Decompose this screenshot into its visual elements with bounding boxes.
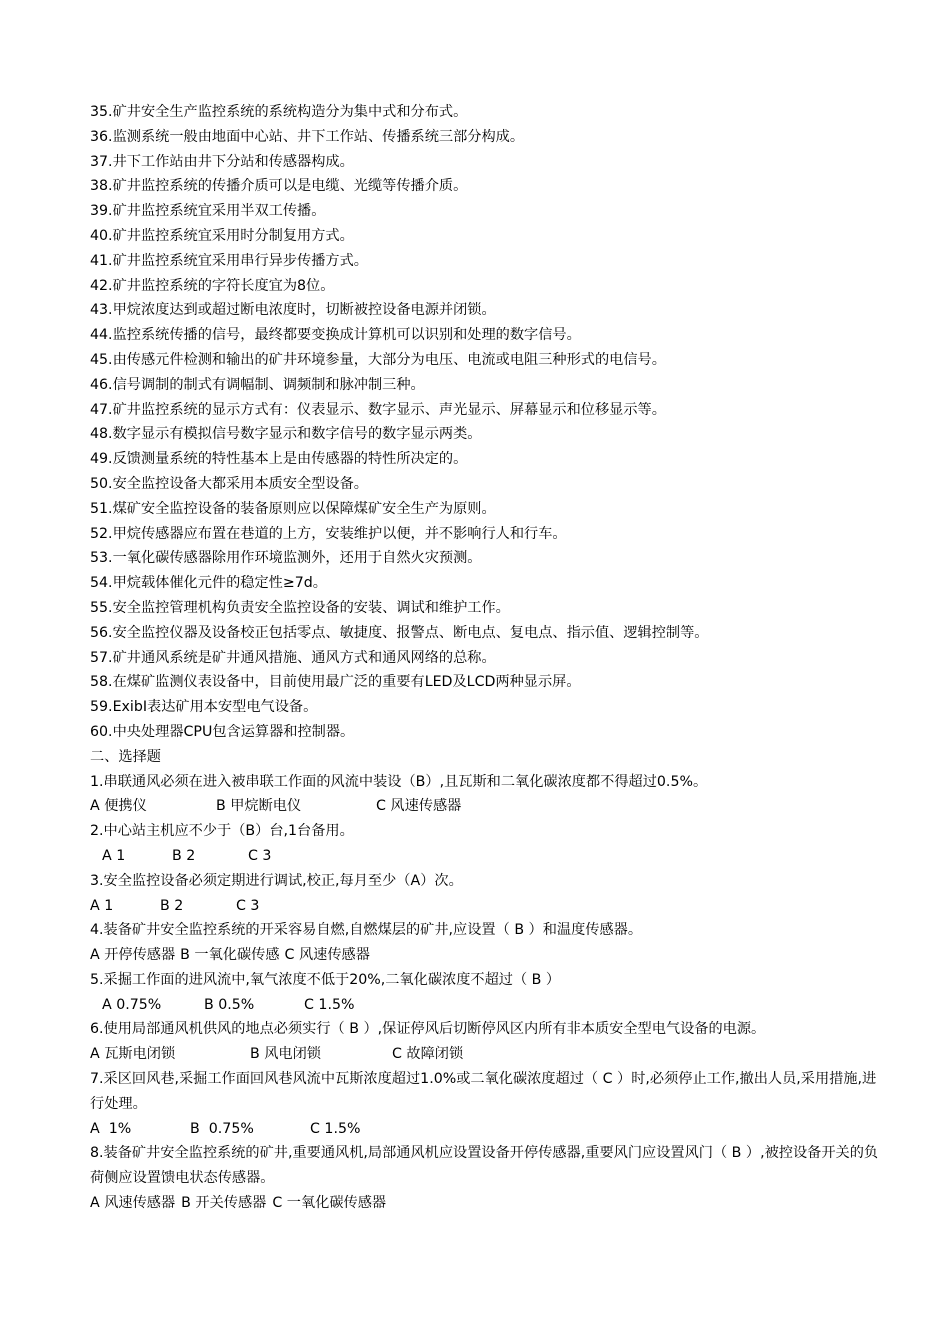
option-c: C 1.5% (304, 996, 355, 1013)
statement-46: 46.信号调制的制式有调幅制、调频制和脉冲制三种。 (90, 376, 425, 393)
options-5 (90, 993, 880, 1018)
statement-53: 53.一氧化碳传感器除用作环境监测外，还用于自然火灾预测。 (90, 550, 482, 567)
statement-52: 52.甲烷传感器应布置在巷道的上方，安装维护以便，并不影响行人和行车。 (90, 525, 567, 542)
option-c: C 3 (248, 847, 272, 864)
option-b: B 甲烷断电仪 (216, 798, 302, 815)
statement-37: 37.井下工作站由井下分站和传感器构成。 (90, 153, 354, 170)
option-a: A 便携仪 (90, 798, 147, 815)
option-a: A 1 (90, 897, 114, 914)
statement-43: 43.甲烷浓度达到或超过断电浓度时，切断被控设备电源并闭锁。 (90, 302, 496, 319)
options-1 (90, 794, 880, 819)
statement-51: 51.煤矿安全监控设备的装备原则应以保障煤矿安全生产为原则。 (90, 500, 496, 517)
options-2 (90, 844, 880, 869)
statement-56: 56.安全监控仪器及设备校正包括零点、敏捷度、报警点、断电点、复电点、指示值、逻辑控制等。 (90, 624, 709, 641)
question-7: 7.采区回风巷,采掘工作面回风巷风流中瓦斯浓度超过1.0%或二氧化碳浓度超过（ C ）时,必须停止工作,撤出人员,采用措施,进行处理。 (90, 1071, 877, 1112)
option-c: C 一氧化碳传感器 (272, 1195, 387, 1212)
option-c: C 风速传感器 (376, 798, 462, 815)
option-c: C 故障闭锁 (392, 1046, 464, 1063)
option-b: B 2 (172, 847, 196, 864)
option-c: C 风速传感器 (284, 947, 370, 964)
option-a: A 开停传感器 (90, 947, 176, 964)
statement-41: 41.矿井监控系统宜采用串行异步传播方式。 (90, 252, 368, 269)
option-b: B 开关传感器 (181, 1195, 267, 1212)
option-c: C 1.5% (310, 1120, 361, 1137)
options-6 (90, 1042, 880, 1067)
options-4 (90, 943, 880, 968)
options-3 (90, 894, 880, 919)
statement-60: 60.中央处理器CPU包含运算器和控制器。 (90, 723, 355, 740)
statement-39: 39.矿井监控系统宜采用半双工传播。 (90, 203, 326, 220)
statement-49: 49.反馈测量系统的特性基本上是由传感器的特性所决定的。 (90, 451, 468, 468)
options-7 (90, 1117, 880, 1142)
statement-47: 47.矿井监控系统的显示方式有：仪表显示、数字显示、声光显示、屏幕显示和位移显示等。 (90, 401, 666, 418)
options-8 (90, 1191, 880, 1216)
question-list (90, 770, 880, 1216)
statement-48: 48.数字显示有模拟信号数字显示和数字信号的数字显示两类。 (90, 426, 482, 443)
question-4: 4.装备矿井安全监控系统的开采容易自燃,自燃煤层的矿井,应设置（ B ）和温度传感器。 (90, 922, 643, 939)
option-b: B 2 (160, 897, 184, 914)
statement-50: 50.安全监控设备大都采用本质安全型设备。 (90, 475, 368, 492)
statement-44: 44.监控系统传播的信号，最终都要变换成计算机可以识别和处理的数字信号。 (90, 327, 581, 344)
statement-55: 55.安全监控管理机构负责安全监控设备的安装、调试和维护工作。 (90, 599, 510, 616)
statement-54: 54.甲烷载体催化元件的稳定性≥7d。 (90, 575, 327, 592)
question-1: 1.串联通风必须在进入被串联工作面的风流中装设（B）,且瓦斯和二氧化碳浓度都不得超过0.5%。 (90, 773, 708, 790)
question-8: 8.装备矿井安全监控系统的矿井,重要通风机,局部通风机应设置设备开停传感器,重要风门应设置风门（ B ）,被控设备开关的负荷侧应设置馈电状态传感器。 (90, 1145, 879, 1187)
statement-38: 38.矿井监控系统的传播介质可以是电缆、光缆等传播介质。 (90, 178, 468, 195)
question-5: 5.采掘工作面的进风流中,氧气浓度不低于20%,二氧化碳浓度不超过（ B ） (90, 971, 561, 988)
statement-list (90, 100, 880, 745)
statement-42: 42.矿井监控系统的字符长度宜为8位。 (90, 277, 335, 294)
question-3: 3.安全监控设备必须定期进行调试,校正,每月至少（A）次。 (90, 872, 463, 889)
statement-36: 36.监测系统一般由地面中心站、井下工作站、传播系统三部分构成。 (90, 128, 525, 145)
option-b: B 一氧化碳传感 (180, 947, 280, 964)
option-a: A 瓦斯电闭锁 (90, 1046, 176, 1063)
option-a: A 1% (90, 1120, 132, 1137)
section-title: 二、选择题 (90, 748, 161, 765)
statement-59: 59.ExibⅠ表达矿用本安型电气设备。 (90, 699, 318, 716)
statement-35: 35.矿井安全生产监控系统的系统构造分为集中式和分布式。 (90, 104, 468, 120)
option-a: A 0.75% (102, 996, 162, 1013)
statement-57: 57.矿井通风系统是矿井通风措施、通风方式和通风网络的总称。 (90, 649, 496, 666)
option-a: A 1 (102, 847, 126, 864)
statement-45: 45.由传感元件检测和输出的矿井环境参量，大部分为电压、电流或电阻三种形式的电信号。 (90, 351, 666, 368)
statement-58: 58.在煤矿监测仪表设备中，目前使用最广泛的重要有LED及LCD两种显示屏。 (90, 674, 581, 691)
question-6: 6.使用局部通风机供风的地点必须实行（ B ）,保证停风后切断停风区内所有非本质安全型电气设备的电源。 (90, 1021, 766, 1038)
option-b: B 0.75% (190, 1120, 254, 1137)
option-a: A 风速传感器 (90, 1195, 176, 1212)
option-c: C 3 (236, 897, 260, 914)
option-b: B 0.5% (204, 996, 255, 1013)
statement-40: 40.矿井监控系统宜采用时分制复用方式。 (90, 227, 354, 244)
question-2: 2.中心站主机应不少于（B）台,1台备用。 (90, 823, 354, 840)
document-page (90, 100, 880, 1216)
option-b: B 风电闭锁 (250, 1046, 321, 1063)
